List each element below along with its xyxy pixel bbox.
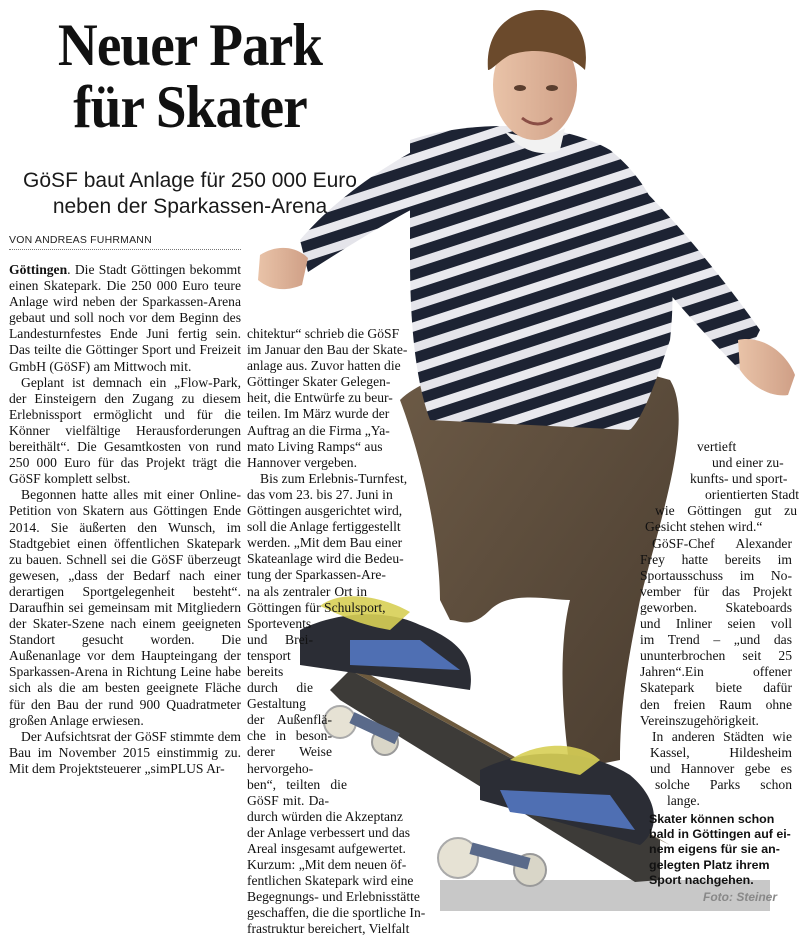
text-line: GöSF-Chef Alexander	[652, 535, 792, 551]
text-line: geworben. Skateboards	[640, 599, 792, 615]
text-line: durch die	[247, 680, 313, 696]
text-line: wie Göttingen gut zu	[655, 503, 797, 519]
text-line: und einer zu-	[712, 455, 784, 471]
text-line: und Inliner seien voll	[640, 616, 792, 632]
text-line: In anderen Städten wie	[652, 728, 792, 744]
text-line: Frey hatte bereits im	[640, 551, 792, 567]
text-line: anlage aus. Zuvor hatten die	[247, 358, 401, 374]
text-line: Bis zum Erlebnis-Turnfest,	[260, 470, 408, 486]
text-line: durch würden die Akzeptanz	[247, 808, 403, 824]
text-line: kunfts- und sport-	[690, 471, 788, 487]
text-line: Areal insgesamt aufgewertet.	[247, 841, 406, 856]
caption-line: Sport nachgehen.	[649, 872, 754, 887]
text-line: Göttinger Skater Gelegen-	[247, 374, 391, 390]
text-line: bereits	[247, 663, 284, 679]
text-line: den freien Raum ohne	[640, 696, 792, 712]
text-line: solche Parks schon	[655, 776, 792, 792]
text-line: der Außenflä-	[247, 712, 332, 728]
caption-line: bald in Göttingen auf ei-	[649, 827, 791, 842]
text-line: werden. „Mit dem Bau einer	[247, 535, 403, 551]
text-line: frastruktur bereichert, Vielfalt	[247, 921, 410, 937]
text-line: orientierten Stadt	[705, 487, 799, 503]
text-line: Sportevents	[247, 615, 312, 631]
text-line: fentlichen Skatepark wird eine	[247, 873, 414, 889]
text-line: GöSF mit. Da-	[247, 792, 329, 808]
text-line: geschaffen, die die sportliche In-	[247, 905, 426, 921]
subheadline	[20, 168, 360, 220]
text-line: Göttingen für Schulsport,	[247, 599, 386, 615]
text-line: Kurzum: „Mit dem neuen öf-	[247, 857, 407, 873]
dateline: Göttingen	[9, 262, 68, 277]
text-line: im Januar den Bau der Skate-	[247, 342, 408, 358]
headline-line-1: Neuer Park	[57, 12, 323, 78]
caption-line: Skater können schon	[649, 812, 775, 826]
text-line: ben“, teilten die	[247, 776, 347, 792]
text-line: Kassel, Hildesheim	[650, 744, 792, 760]
text-line: hervorgeho-	[247, 760, 314, 776]
text-line: Skateanlage wird die Bedeu-	[247, 551, 404, 567]
photo-caption	[649, 812, 797, 888]
text-line: und Hannover gebe es	[650, 760, 792, 776]
article-column-3	[640, 439, 799, 809]
caption-line: gelegten Platz ihrem	[649, 857, 770, 872]
text-line: im Trend – „und das	[640, 632, 792, 648]
paragraph-4: Der Aufsichtsrat der GöSF stimmte dem Bau im November 2015 einstimmig zu. Mit dem Projektsteuerer „simPLUS Ar-	[9, 728, 241, 776]
text-line: derer Weise	[247, 744, 332, 760]
text-line: lange.	[667, 793, 700, 809]
text-line: na als zentraler Ort in	[247, 583, 367, 599]
text-line: mato Living Ramps“ aus	[247, 438, 383, 454]
text-line: der Anlage verbessert und das	[247, 824, 411, 840]
byline: VON ANDREAS FUHRMANN	[9, 234, 152, 246]
subhead-line-2: neben der Sparkassen-Arena	[52, 195, 328, 218]
text-line: vember für das Projekt	[640, 583, 792, 599]
text-line: teilen. Im März wurde der	[247, 406, 390, 422]
paragraph-1: Göttingen. Die Stadt Göttingen bekommt einen Skatepark. Die 250 000 Euro teure Anlage wird neben der Sparkassen-Arena gebaut und soll noch vor dem Beginn des Landesturnfestes Ende Juni fertig sein. Das teilte die Göttinger Sport und Freizeit GmbH (GöSF) am Mittwoch mit.	[9, 262, 241, 374]
text-line: Jahren“.Ein offener	[640, 664, 792, 680]
text-line: heit, die Entwürfe zu beur-	[247, 390, 393, 406]
text-line: tensport	[247, 647, 291, 663]
headline	[34, 14, 347, 138]
text-line: chitektur“ schrieb die GöSF	[247, 326, 400, 341]
text-line: Auftrag an die Firma „Ya-	[247, 422, 390, 438]
paragraph-2: Geplant ist demnach ein „Flow-Park, der Einsteigern den Zugang zu diesem Erlebnissport ermöglicht und für die Könner vielfältige Herausforderungen bereithält“. Die Gesamtkosten von rund 250 000 Euro für das Projekt trägt die GöSF komplett selbst.	[9, 374, 241, 487]
text-line: soll die Anlage fertiggestellt	[247, 519, 401, 535]
text-line: Gesicht stehen wird.“	[645, 519, 763, 535]
photo-credit: Foto: Steiner	[703, 890, 777, 904]
text-line: tung der Sparkassen-Are-	[247, 567, 386, 583]
text-line: Hannover vergeben.	[247, 454, 357, 470]
article-column-2	[247, 326, 426, 938]
article-column-1	[9, 262, 241, 777]
headline-line-2: für Skater	[73, 74, 307, 140]
text-line: das vom 23. bis 27. Juni in	[247, 486, 393, 502]
text-line: che in beson-	[247, 728, 332, 744]
text-line: Vereinszugehörigkeit.	[640, 712, 759, 728]
text-line: Begegnungs- und Erlebnisstätte	[247, 889, 420, 905]
text-line: und Brei-	[247, 631, 313, 647]
byline-divider	[9, 249, 241, 250]
text-line: vertieft	[697, 439, 737, 454]
caption-line: nem eigens für sie an-	[649, 842, 780, 857]
text-line: Sportausschuss im No-	[640, 567, 792, 583]
text-line: ununterbrochen seit 25	[640, 648, 792, 664]
paragraph-3: Begonnen hatte alles mit einer Online-Petition von Skatern aus Göttingen Ende 2014. Sie äußerten den Wunsch, im Stadtgebiet einen öffentlichen Skatepark zu bauen. Schnell sei die GöSF überzeugt gewesen, „dass der Bedarf nach einer derartigen Sportgelegenheit besteht“. Daraufhin sei gemeinsam mit Mitgliedern der Skater-Szene nach einem geeigneten Standort gesucht worden. Die Außenanlage vor dem Haupteingang der Sparkassen-Arena in Richtung Leine habe sich als die am besten geeignete Fläche für den Bau der rund 900 Quadratmeter großen Anlage erwiesen.	[9, 487, 241, 728]
text-line: Skatepark biete dafür	[640, 680, 792, 696]
text-line: Gestaltung	[247, 696, 306, 712]
subhead-line-1: GöSF baut Anlage für 250 000 Euro	[23, 169, 357, 192]
text-line: Göttingen ausgerichtet wird,	[247, 503, 403, 519]
